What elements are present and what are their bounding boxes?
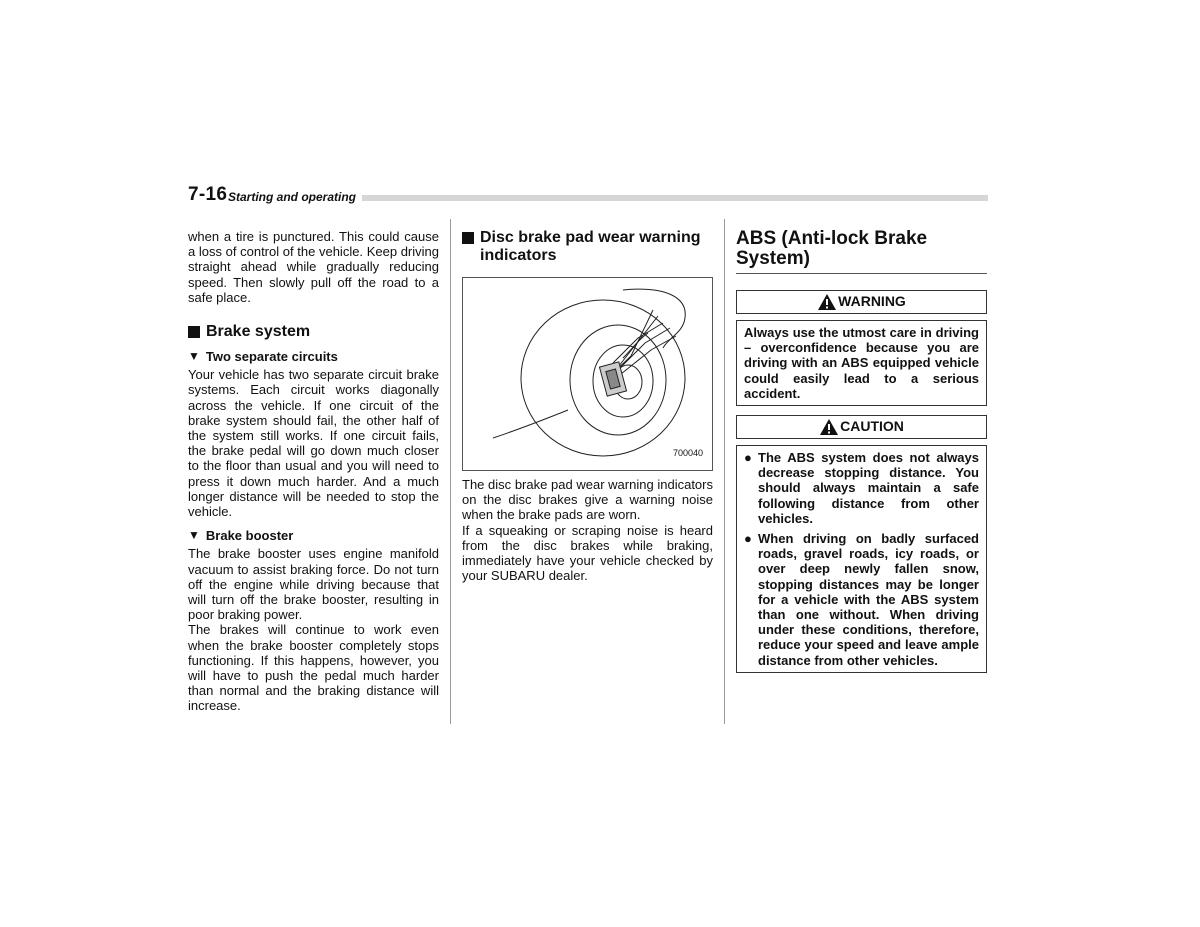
intro-paragraph: when a tire is punctured. This could cause a loss of control of the vehicle. Keep driving straight ahead while gradually reducing speed. Then slowly pull off the road to a safe place. — [188, 229, 439, 305]
caution-bullet — [744, 450, 979, 526]
heading-text: Disc brake pad wear warning indicators — [480, 229, 701, 264]
brake-booster-paragraph: The brake booster uses engine manifold vacuum to assist braking force. Do not turn off the engine while driving because that will turn off the brake booster, resulting in poor braking power. — [188, 546, 439, 623]
caution-box — [736, 445, 987, 673]
header-rule — [328, 195, 988, 201]
disc-pad-heading — [462, 229, 713, 265]
brake-booster-heading — [188, 528, 439, 543]
square-bullet-icon — [188, 326, 200, 338]
triangle-down-icon: ▼ — [188, 349, 200, 364]
column-left — [188, 229, 439, 714]
column-right — [736, 229, 987, 673]
caution-triangle-icon — [819, 418, 839, 436]
caution-bullet-text: When driving on badly surfaced roads, gravel roads, icy roads, or over deep newly fallen snow, stopping distances may be longer for a vehicle with the ABS system than one without. When driving under these conditions, therefore, reduce your speed and leave ample distance from other vehicles. — [758, 531, 979, 668]
heading-text: Brake system — [206, 323, 311, 341]
square-bullet-icon — [462, 232, 474, 244]
brake-system-heading — [188, 323, 439, 341]
brake-booster-paragraph-2: The brakes will continue to work even when the brake booster completely stops functioning. If this happens, however, you will have to push the pedal much harder than normal and the braking distance will increase. — [188, 622, 439, 714]
warning-label: WARNING — [838, 293, 906, 310]
disc-pad-paragraph-1: The disc brake pad wear warning indicators on the disc brakes give a warning noise when the brake pads are worn. — [462, 477, 713, 523]
caution-header — [736, 415, 987, 439]
column-middle — [462, 229, 713, 583]
disc-pad-paragraph-2: If a squeaking or scraping noise is heard from the disc brakes while braking, immediately have your vehicle checked by your SUBARU dealer. — [462, 522, 713, 584]
bullet-dot-icon: ● — [744, 450, 752, 466]
warning-text: Always use the utmost care in driving – overconfidence because you are driving with an ABS equipped vehicle could easily lead to a serious accident. — [744, 325, 979, 401]
disc-brake-drawing — [463, 278, 712, 470]
heading-text: Two separate circuits — [205, 349, 338, 365]
two-circuits-paragraph: Your vehicle has two separate circuit brake systems. Each circuit works diagonally across the vehicle. If one circuit of the brake system should fail, the other half of the system still works. If one circuit fails, the brake pedal will go down much closer to the floor than usual and you will need to press it down much harder. And a much longer distance will be needed to stop the vehicle. — [188, 367, 439, 520]
page-header — [188, 184, 988, 208]
warning-header — [736, 290, 987, 314]
figure-code: 700040 — [672, 447, 703, 458]
triangle-down-icon: ▼ — [188, 528, 200, 543]
caution-label: CAUTION — [840, 418, 904, 435]
warning-box — [736, 320, 987, 406]
two-circuits-heading — [188, 349, 439, 364]
page-number: 7-16 — [188, 184, 230, 206]
caution-bullet-text: The ABS system does not always decrease stopping distance. You should always maintain a safe following distance from other vehicles. — [758, 450, 979, 526]
brake-illustration — [462, 277, 713, 471]
column-divider — [724, 219, 725, 724]
column-divider — [450, 219, 451, 724]
bullet-dot-icon: ● — [744, 531, 752, 547]
caution-bullet — [744, 531, 979, 668]
abs-heading: ABS (Anti-lock Brake System) — [736, 229, 987, 274]
heading-text: Brake booster — [205, 528, 294, 544]
warning-triangle-icon — [817, 293, 837, 311]
section-title: Starting and operating — [228, 190, 362, 204]
